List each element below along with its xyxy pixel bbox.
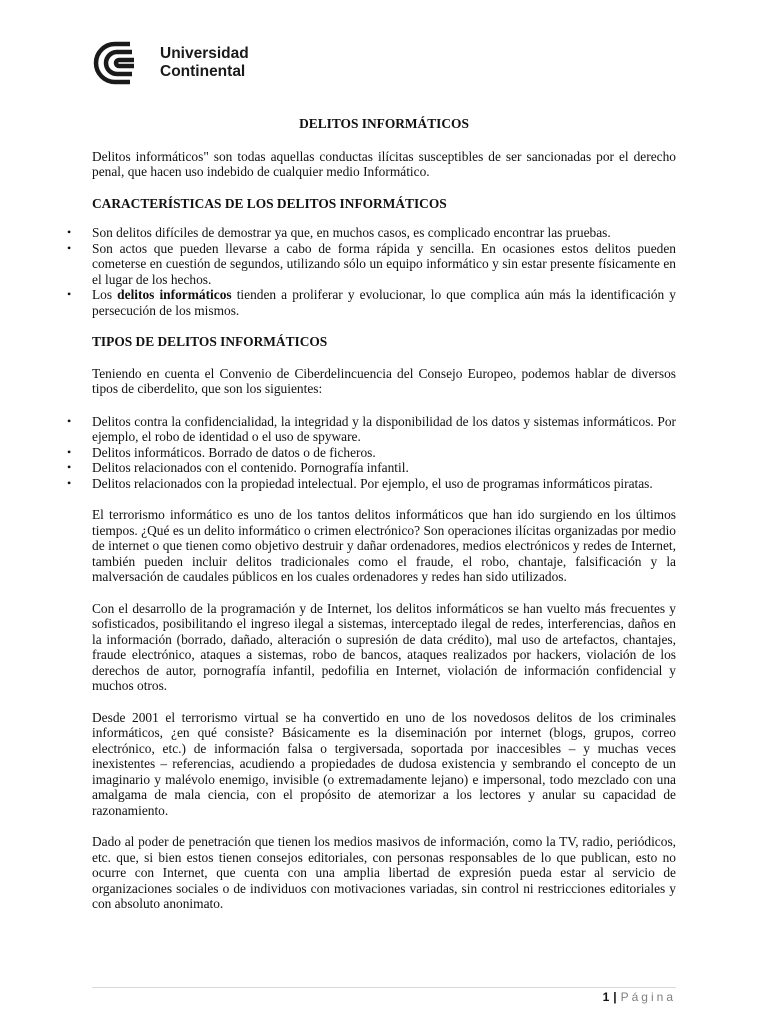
list-item: • Delitos informáticos. Borrado de datos o de ficheros. bbox=[92, 445, 676, 461]
body-paragraph: Con el desarrollo de la programación y de Internet, los delitos informáticos se han vuelto más frecuentes y sofisticados, posibilitando el ingreso ilegal a sistemas, interceptado ilegal de redes, interferencias, daños en la información (borrado, dañado, alteración o supresión de data crédito), mal uso de artefactos, chantajes, fraude electrónico, ataques a sistemas, robo de bancos, ataques realizados por hackers, violación de los derechos de autor, pornografía infantil, pedofilia en Internet, violación de información confidencial y muchos otros. bbox=[92, 600, 676, 693]
university-logo-icon bbox=[92, 40, 152, 86]
body-paragraph: El terrorismo informático es uno de los tantos delitos informáticos que han ido surgiendo en los últimos tiempos. ¿Qué es un delito informático o crimen electrónico? Son operaciones ilícitas organizadas por medio de internet o que tienen como objetivo destruir y dañar ordenadores, medios electrónicos y redes de Internet, también pueden incluir delitos tradicionales como el fraude, el robo, chantaje, falsificación y la malversación de caudales públicos en los cuales ordenadores y redes han sido utilizados. bbox=[92, 507, 676, 584]
types-intro-paragraph: Teniendo en cuenta el Convenio de Ciberdelincuencia del Consejo Europeo, podemos hablar de diversos tipos de ciberdelito, que son los siguientes: bbox=[92, 365, 676, 396]
list-item: • Son actos que pueden llevarse a cabo de forma rápida y sencilla. En ocasiones estos delitos pueden cometerse en cuestión de segundos, utilizando sólo un equipo informático y sin estar presente físicamente en el lugar de los hechos. bbox=[92, 241, 676, 288]
list-item: • Delitos contra la confidencialidad, la integridad y la disponibilidad de los datos y sistemas informáticos. Por ejemplo, el robo de identidad o el uso de spyware. bbox=[92, 414, 676, 445]
body-paragraph: Dado al poder de penetración que tienen los medios masivos de información, como la TV, radio, periódicos, etc. que, si bien estos tienen consejos editoriales, con personas responsables de lo que publican, esto no ocurre con Internet, que cuenta con una amplia libertad de expresión pueda estar al servicio de organizaciones sociales o de individuos con motivaciones variadas, sin control ni restricciones editoriales y con absoluto anonimato. bbox=[92, 834, 676, 911]
characteristics-list bbox=[92, 225, 676, 318]
logo-line-1: Universidad bbox=[160, 45, 249, 62]
characteristics-heading: CARACTERÍSTICAS DE LOS DELITOS INFORMÁTICOS bbox=[92, 195, 447, 211]
university-logo bbox=[92, 40, 249, 86]
item-text: Los bbox=[92, 287, 118, 302]
list-item bbox=[92, 287, 676, 318]
list-item: • Delitos relacionados con la propiedad intelectual. Por ejemplo, el uso de programas informáticos piratas. bbox=[92, 476, 676, 492]
item-text: tienden a proliferar y evolucionar, lo que complica aún más la identificación y persecución de los mismos. bbox=[92, 287, 676, 318]
document-title: DELITOS INFORMÁTICOS bbox=[299, 116, 469, 131]
logo-line-2: Continental bbox=[160, 63, 246, 80]
list-item: • Delitos relacionados con el contenido. Pornografía infantil. bbox=[92, 460, 676, 476]
body-paragraph: Desde 2001 el terrorismo virtual se ha convertido en uno de los novedosos delitos de los criminales informáticos, ¿en qué consiste? Básicamente es la diseminación por internet (blogs, grupos, correo electrónico, etc.) de información falsa o tergiversada, soportada por inaccesibles – y muchas veces inexistentes – referencias, acudiendo a propiedades de dudosa existencia y sembrando el concepto de un imaginario y malévolo enemigo, invisible (o extremadamente lejano) e impersonal, todo mezclado con una amalgama de mala ciencia, con el propósito de atemorizar a los lectores y anular su capacidad de razonamiento. bbox=[92, 709, 676, 818]
list-item: • Son delitos difíciles de demostrar ya que, en muchos casos, es complicado encontrar las pruebas. bbox=[92, 225, 676, 241]
types-heading: TIPOS DE DELITOS INFORMÁTICOS bbox=[92, 334, 328, 349]
item-bold-text: delitos informáticos bbox=[117, 287, 232, 302]
footer-divider bbox=[92, 987, 676, 988]
footer-separator: | bbox=[613, 990, 617, 1004]
page-footer bbox=[603, 990, 676, 1006]
page-label: Página bbox=[620, 990, 676, 1004]
types-list bbox=[92, 414, 676, 492]
university-name bbox=[160, 45, 249, 81]
document-body bbox=[92, 116, 676, 928]
intro-paragraph: Delitos informáticos" son todas aquellas conductas ilícitas susceptibles de ser sancionadas por el derecho penal, que hacen uso indebido de cualquier medio Informático. bbox=[92, 148, 676, 179]
page-number: 1 bbox=[602, 990, 610, 1004]
